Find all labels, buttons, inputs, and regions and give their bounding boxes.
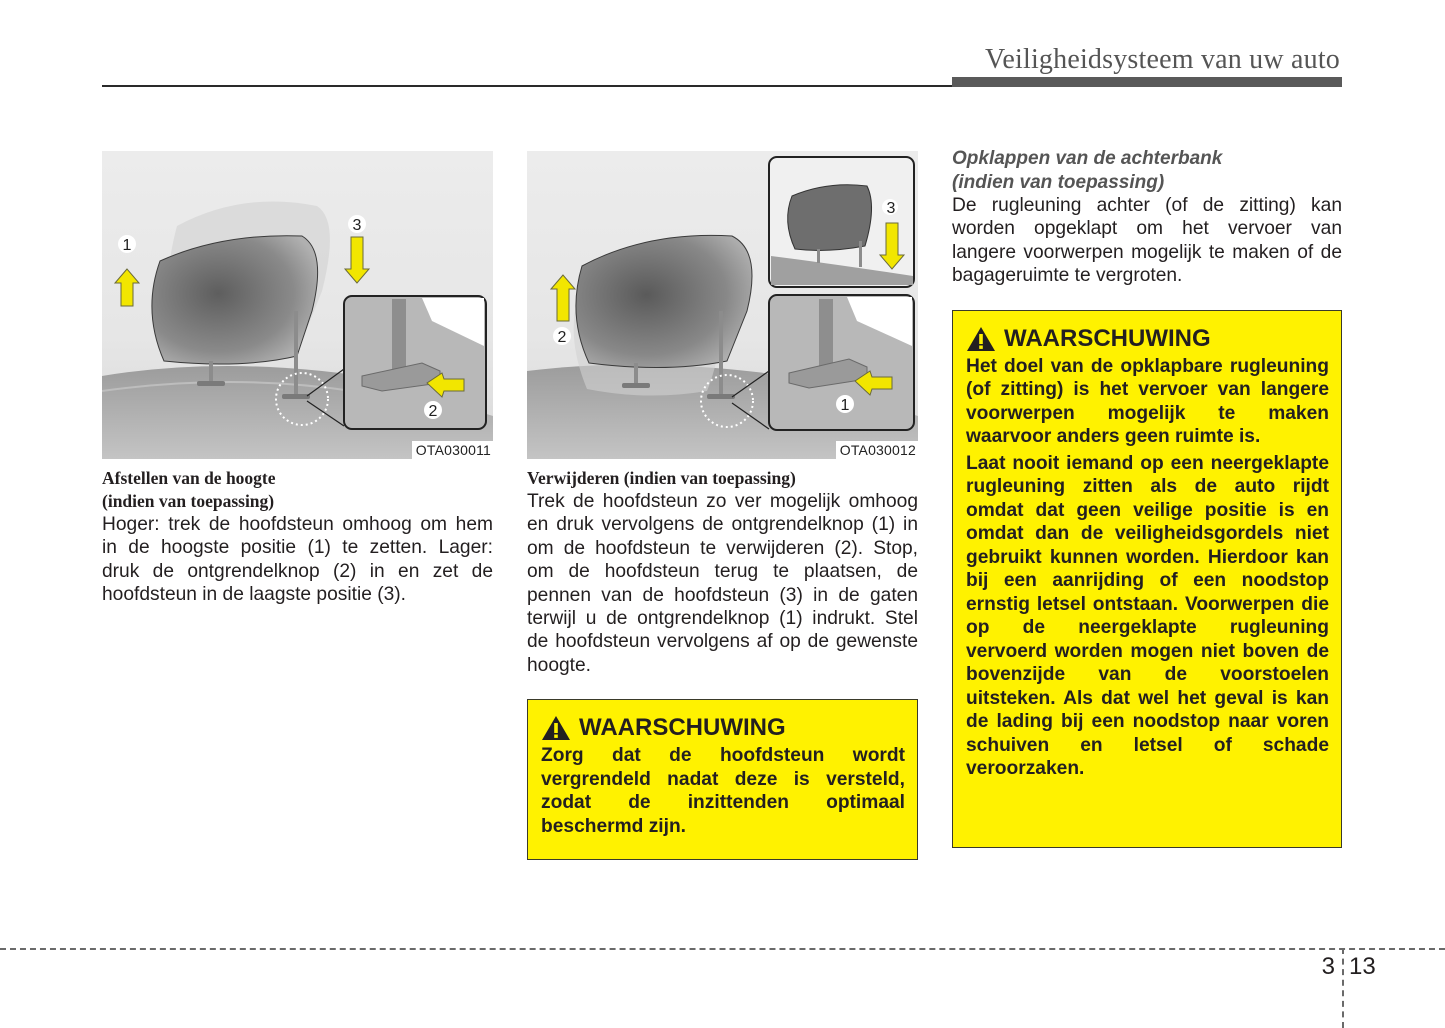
svg-text:3: 3 (352, 217, 362, 234)
section-heading-line2: (indien van toepassing) (102, 491, 275, 511)
section-heading (952, 147, 1342, 194)
svg-text:2: 2 (557, 329, 567, 346)
footer-dashed-rule (0, 948, 1445, 950)
section-body: Trek de hoofdsteun zo ver mogelijk omhoog en druk vervolgens de ontgrendelknop (1) in om de hoofdsteun te verwijderen (2). Stop, om de hoofdsteun terug te plaatsen, de pennen van de hoofdsteun (3) in de gaten terwijl u de ontgrendelknop (1) indrukt. Stel de hoofdsteun vervolgens af op de gewenste hoogte. (527, 491, 918, 676)
warning-title-text: WAARSCHUWING (579, 714, 786, 742)
headrest-removal-illustration (527, 151, 918, 459)
column-height-adjustment (102, 151, 493, 607)
headrest-height-illustration (102, 151, 493, 459)
warning-text: Zorg dat de hoofdsteun wordt vergrendeld nadat deze is versteld, zodat de inzittenden optimaal beschermd zijn. (541, 745, 905, 837)
svg-text:1: 1 (840, 397, 850, 414)
header-bar (952, 77, 1342, 87)
figure-headrest-height (102, 151, 493, 459)
warning-title-text: WAARSCHUWING (1004, 324, 1211, 352)
section-heading-line1: Opklappen van de achterbank (952, 148, 1223, 169)
figure-code: OTA030012 (836, 441, 918, 459)
column-removal (527, 151, 918, 860)
svg-text:3: 3 (886, 200, 896, 217)
section-heading (102, 467, 493, 513)
figure-code: OTA030011 (412, 441, 493, 459)
running-header-title: Veiligheidsysteem van uw auto (985, 44, 1340, 75)
warning-text-purpose: Het doel van de opklapbare rugleuning (of zitting) is het vervoer van langere voorwerpen mogelijk te maken waarvoor anders geen ruimte is. (966, 355, 1329, 448)
warning-text-never-sit: Laat nooit iemand op een neergeklapte rugleuning zitten als de auto rijdt omdat dat geen veilige positie is en omdat dan de veiligheidsgordels niet gebruikt kunnen worden. Hierdoor kan bij een aanrijding of een noodstop ernstig letsel ontstaan. Voorwerpen die op de neergeklapte rugleuning vervoerd worden mogen niet boven de bovenzijde van de voorstoelen uitsteken. Als dat wel het geval is kan de lading bij een noodstop naar voren schuiven en letsel of schade veroorzaken. (966, 452, 1329, 780)
svg-text:2: 2 (428, 403, 438, 420)
warning-triangle-icon (966, 326, 996, 352)
figure-headrest-removal (527, 151, 918, 459)
section-body: Hoger: trek de hoofdsteun omhoog om hem in de hoogste positie (1) te zetten. Lager: druk de ontgrendelknop (2) in en zet de hoofdsteun in de laagste positie (3). (102, 514, 493, 606)
section-heading-line2: (indien van toepassing) (952, 171, 1165, 193)
warning-box (527, 699, 918, 860)
page-number: 13 (1349, 953, 1376, 980)
warning-triangle-icon (541, 715, 571, 741)
warning-box (952, 310, 1342, 848)
header-rule (102, 85, 954, 87)
warning-title (541, 714, 905, 742)
section-heading-line1: Afstellen van de hoogte (102, 468, 276, 488)
section-heading: Verwijderen (indien van toepassing) (527, 468, 796, 488)
column-fold-rear-seat (952, 147, 1342, 848)
svg-text:1: 1 (122, 237, 132, 254)
chapter-number: 3 (1321, 953, 1335, 980)
section-body: De rugleuning achter (of de zitting) kan worden opgeklapt om het vervoer van langere voorwerpen mogelijk te maken of de bagageruimte te vergroten. (952, 195, 1342, 287)
warning-title (966, 325, 1329, 353)
footer-page-divider (1342, 948, 1344, 1028)
